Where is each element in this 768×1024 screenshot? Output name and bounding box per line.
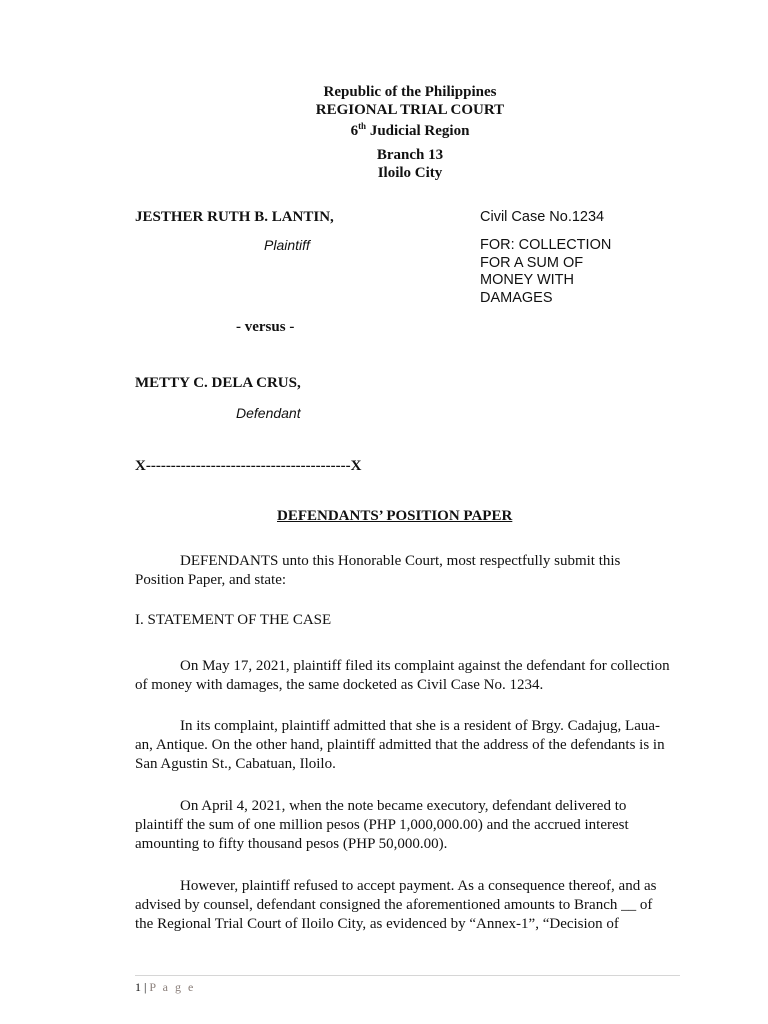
region-number: 6: [350, 123, 359, 139]
region-suffix: th: [358, 121, 367, 131]
header-city: Iloilo City: [377, 165, 443, 181]
case-nature: [480, 237, 611, 307]
caption-separator: X-----------------------------------------X: [135, 458, 362, 474]
versus-label: - versus -: [236, 319, 295, 335]
plaintiff-role: Plaintiff: [264, 237, 310, 253]
document-title: DEFENDANTS’ POSITION PAPER: [277, 508, 513, 524]
paragraph-line: the Regional Trial Court of Iloilo City, as evidenced by “Annex-1”, “Decision of: [135, 916, 619, 932]
page-number: 1: [135, 980, 141, 994]
section-heading: I. STATEMENT OF THE CASE: [135, 612, 332, 628]
paragraph-2: [135, 717, 695, 774]
header-branch: Branch 13: [376, 147, 444, 163]
paragraph-line: plaintiff the sum of one million pesos (PHP 1,000,000.00) and the accrued interest: [135, 817, 629, 833]
paragraph-line: amounting to fifty thousand pesos (PHP 50,000.00).: [135, 836, 448, 852]
case-number: Civil Case No.1234: [480, 209, 605, 225]
case-nature-line: FOR A SUM OF: [480, 254, 584, 271]
defendant-role: Defendant: [236, 405, 301, 421]
paragraph-line: of money with damages, the same docketed as Civil Case No. 1234.: [135, 677, 544, 693]
page-footer: [135, 980, 195, 995]
paragraph-line: In its complaint, plaintiff admitted that she is a resident of Brgy. Cadajug, Laua-: [180, 718, 661, 734]
intro-line: Position Paper, and state:: [135, 572, 287, 588]
region-text: Judicial Region: [366, 123, 470, 139]
paragraph-line: San Agustin St., Cabatuan, Iloilo.: [135, 756, 336, 772]
paragraph-3: [135, 797, 695, 854]
defendant-name: METTY C. DELA CRUS,: [135, 375, 301, 391]
intro-line: DEFENDANTS unto this Honorable Court, most respectfully submit this: [180, 553, 621, 569]
paragraph-line: an, Antique. On the other hand, plaintiff admitted that the address of the defendants is in: [135, 737, 665, 753]
footer-divider: [135, 975, 680, 976]
header-republic: Republic of the Philippines: [323, 84, 497, 100]
header-court: REGIONAL TRIAL COURT: [315, 102, 505, 118]
paragraph-1: [135, 657, 695, 695]
intro-paragraph: [135, 552, 695, 590]
header-region: [0, 123, 768, 140]
case-nature-line: DAMAGES: [480, 289, 553, 306]
paragraph-line: On May 17, 2021, plaintiff filed its complaint against the defendant for collection: [180, 658, 670, 674]
paragraph-4: [135, 877, 695, 934]
paragraph-line: On April 4, 2021, when the note became executory, defendant delivered to: [180, 798, 627, 814]
page-label: P a g e: [149, 980, 196, 994]
case-nature-line: FOR: COLLECTION: [480, 237, 612, 253]
paragraph-line: advised by counsel, defendant consigned the aforementioned amounts to Branch __ of: [135, 897, 653, 913]
paragraph-line: However, plaintiff refused to accept payment. As a consequence thereof, and as: [180, 878, 657, 894]
plaintiff-name: JESTHER RUTH B. LANTIN,: [135, 209, 334, 225]
page-separator: |: [141, 980, 150, 994]
case-nature-line: MONEY WITH: [480, 272, 574, 288]
